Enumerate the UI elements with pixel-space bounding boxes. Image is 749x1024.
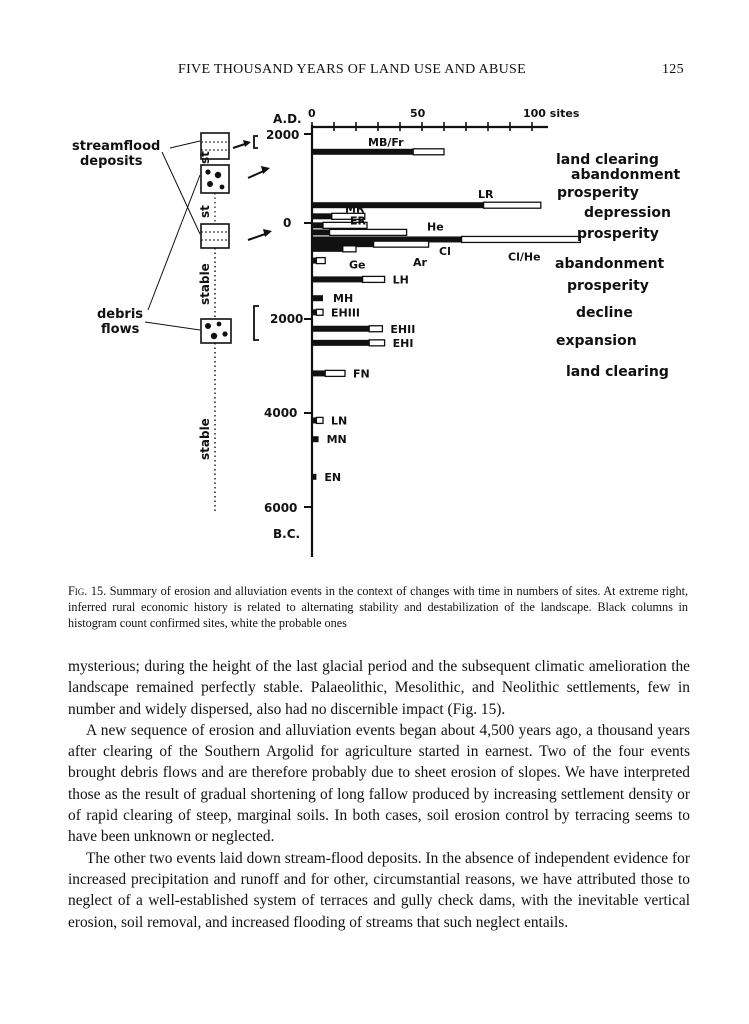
bar-label-mn: MN [326,433,347,447]
bar-probable-ehii [369,326,382,332]
histogram-bars [312,136,580,484]
debris-box-upper [201,165,229,193]
bar-probable-ehiii [316,309,323,315]
econ-prosperity-2: prosperity [577,226,659,242]
col-label-st-mid: st [198,205,212,218]
bracket-lower [254,306,259,340]
econ-prosperity-3: prosperity [567,278,649,294]
bar-label-ar: Ar [413,255,427,269]
bar-label-fn: FN [353,367,370,381]
debris-clast [217,322,222,327]
bar-label-he: He [427,220,444,234]
bar-probable-he [330,229,407,235]
bar-confirmed-fn [312,370,325,376]
bar-label-lh: LH [392,273,409,287]
bracket-top [254,136,258,148]
bar-label-er: ER [350,214,366,228]
running-title: FIVE THOUSAND YEARS OF LAND USE AND ABUSE [178,62,526,77]
econ-abandonment-2: abandonment [555,256,665,272]
time-label-2000ad: 2000 [266,128,300,142]
econ-land-clearing-2: land clearing [566,364,669,380]
scale-tick-50: 50 [410,107,426,120]
ad-label: A.D. [273,112,302,126]
leader-streamflood-top [170,141,200,148]
body-text [68,656,690,933]
bar-label-clhe: Cl/He [508,250,541,264]
debris-clast [222,331,227,336]
bar-confirmed-lr [312,202,484,208]
bar-confirmed-er [312,222,323,228]
bar-confirmed-mh [312,295,323,301]
debris-clast [207,181,213,187]
bar-label-en: EN [324,470,342,484]
page-number: 125 [662,62,684,77]
bar-label-ln: LN [331,414,348,428]
debris-clast [205,323,211,329]
bar-label-ehii: EHII [390,322,416,336]
scale-tick-0: 0 [308,107,316,120]
bar-label-ge: Ge [349,258,366,272]
bar-confirmed-ehii [312,326,369,332]
econ-decline: decline [576,305,633,321]
econ-expansion: expansion [556,333,637,349]
arrow-1-head [243,140,251,147]
scale-tick-100: 100 sites [523,107,580,120]
label-debris: debris [97,307,144,322]
bar-confirmed-he [312,229,330,235]
bar-label-mr: MR [345,202,365,216]
label-flows: flows [101,322,140,337]
time-label-6000bc: 6000 [264,501,298,515]
bar-probable-cl [374,241,429,247]
label-deposits: deposits [80,154,143,169]
bar-probable-ge [316,258,325,264]
bar-probable-fn [325,370,345,376]
arrow-2-head [261,166,270,174]
streamflood-box-lower [201,224,229,248]
bc-label: B.C. [273,527,301,541]
bar-label-lr: LR [478,188,494,202]
bar-confirmed-lh [312,276,363,282]
debris-clast [205,169,210,174]
bar-label-ehiii: EHIII [331,306,360,320]
strat-column [198,133,272,512]
leader-debris-lower [145,322,200,330]
bar-probable-ehi [369,340,384,346]
bar-confirmed-mbfr [312,149,413,155]
bar-probable-clhe [462,236,581,242]
bar-confirmed-ehi [312,340,369,346]
debris-box-lower [201,319,231,343]
caption-text: Summary of erosion and alluviation events in the context of changes with time in numbers of sites. At extreme right, inferred rural economic history is related to alternating stability and destabilization of the landscape. Black columns in histogram count confirmed sites, white the probable ones [68,584,689,630]
bar-confirmed-ge [312,258,316,264]
col-label-stable-lower: stable [198,418,212,460]
figure-15 [0,90,749,570]
caption-fig-label: Fig. 15. [68,584,107,598]
bar-probable-mbfr [413,149,444,155]
bar-confirmed-en [312,474,316,480]
bar-confirmed-mr [312,213,332,219]
figure-caption [68,583,688,631]
econ-depression: depression [584,205,671,221]
debris-clast [220,185,225,190]
debris-clast [211,333,217,339]
econ-prosperity-1: prosperity [557,185,639,201]
econ-abandonment-1: abandonment [571,167,681,183]
arrow-3-head [263,229,272,237]
bar-confirmed-mn [312,436,319,442]
bar-label-mbfr: MB/Fr [368,135,404,149]
time-label-4000bc: 4000 [264,406,298,420]
bar-probable-lr [484,202,541,208]
paragraph-2: A new sequence of erosion and alluviation events began about 4,500 years ago, a thousand years after clearing of the Southern Argolid for agriculture started in earnest. Two of the four events brought debris flows and are therefore probably due to sheet erosion of slopes. We have interpreted those as the result of gradual shortening of long fallow produced by increasing settlement density or of rapid clearing of steep, marginal soils. In both cases, soil erosion control by terracing seems to have been unknown or neglected. [68,721,690,846]
col-label-stable-upper: stable [198,263,212,305]
leader-streamflood-lower [162,152,200,234]
bar-confirmed-ar [312,246,343,252]
paragraph-3: The other two events laid down stream-flood deposits. In the absence of independent evidence for increased precipitation and runoff and for other, circumstantial reasons, we have attributed those to neglect of a well-established system of terraces and gully check dams, with the inevitable vertical erosion, soil removal, and increased flooding of streams that such neglect entails. [68,849,690,931]
bar-confirmed-ln [312,417,316,423]
time-label-2000bc: 2000 [270,312,304,326]
paragraph-1: mysterious; during the height of the last glacial period and the subsequent climatic amelioration the landscape remained perfectly stable. Palaeolithic, Mesolithic, and Neolithic settlements, few in number and widely dispersed, also had no discernible impact (Fig. 15). [68,658,690,718]
label-streamflood: streamflood [72,139,161,154]
bar-probable-ar [343,246,356,252]
time-label-0: 0 [283,216,292,230]
econ-land-clearing-1: land clearing [556,152,659,168]
bar-label-ehi: EHI [392,336,414,350]
debris-clast [215,172,221,178]
bar-label-mh: MH [333,292,354,306]
bar-probable-lh [363,276,385,282]
col-label-st-top: st [198,151,212,164]
bar-confirmed-ehiii [312,309,316,315]
leader-debris-upper [148,175,200,310]
bar-label-cl: Cl [439,245,451,259]
bar-probable-ln [316,417,323,423]
